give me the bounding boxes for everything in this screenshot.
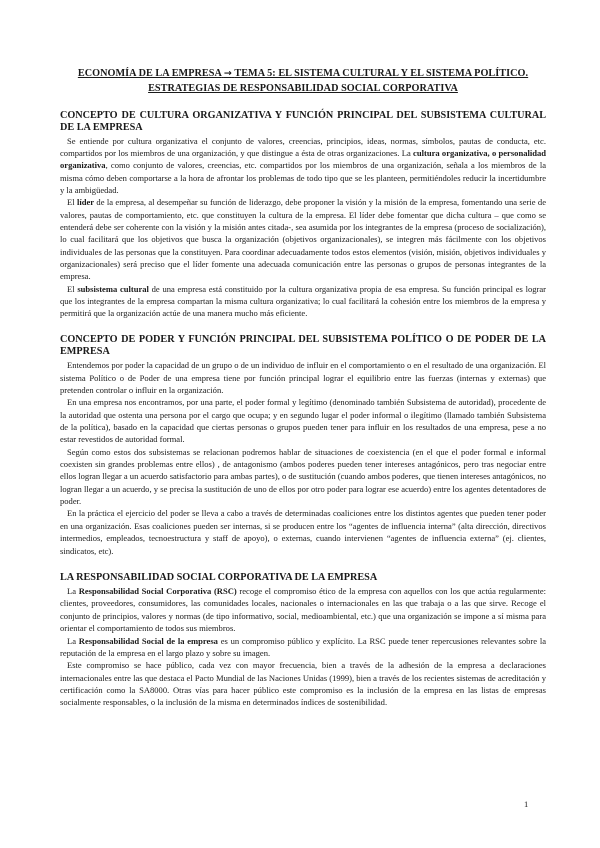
arrow-icon: → [223, 68, 232, 79]
bold-term: subsistema cultural [77, 283, 149, 294]
subject-label: ECONOMÍA DE LA EMPRESA [77, 68, 222, 79]
document-page [60, 66, 546, 709]
section-heading-csr: LA RESPONSABILIDAD SOCIAL CORPORATIVA DE LA EMPRESA [60, 571, 378, 583]
section-heading-power: CONCEPTO DE PODER Y FUNCIÓN PRINCIPAL DEL SUBSISTEMA POLÍTICO O DE PODER DE LA EMPRESA [60, 333, 546, 358]
paragraph: El subsistema cultural de una empresa está constituido por la cultura organizativa propia de esa empresa. Su función principal es lograr que los integrantes de la empresa compartan la misma cultura organizativa; lo cual facilitará la cohesión entre los miembros de la empresa y permitirá que la organización actúe de una manera mucho más eficiente. [60, 283, 546, 319]
paragraph: La Responsabilidad Social Corporativa (RSC) recoge el compromiso ético de la empresa con aquellos con los que actúa regularmente: clientes, proveedores, consumidores, las comunidades locales, nacionales o internacionales en las que trabaja o a las que sirve. Recoge el conjunto de principios, valores y normas (de tipo informativo, social, medioambiental, etc.) que una organización se impone a sí misma para orientar el comportamiento de todos sus miembros. [60, 586, 546, 634]
bold-term: Responsabilidad Social de la empresa [78, 635, 218, 646]
paragraph: Entendemos por poder la capacidad de un grupo o de un individuo de influir en el comportamiento o en el resultado de una organización. El sistema Político o de Poder de una empresa tiene por función principal lograr el equilibrio entre las fuerzas (internas y externas) que pretenden controlar o influir en la organización. [60, 360, 546, 396]
bold-term: líder [76, 197, 95, 208]
paragraph: La Responsabilidad Social de la empresa es un compromiso público y explícito. La RSC puede tener repercusiones relevantes sobre la reputación de la empresa en el largo plazo y sobre su imagen. [60, 635, 546, 658]
section-culture [60, 110, 546, 320]
section-power [60, 334, 546, 557]
paragraph: Se entiende por cultura organizativa el conjunto de valores, creencias, principios, ideas, normas, símbolos, pautas de conducta, etc. compartidos por los miembros de una organización, y que distingue a ésta de otras organizaciones. La cultura organizativa, o personalidad organizativa, como conjunto de valores, creencias, etc. compartidos por los miembros de una organización, señala a los miembros de la misma cómo deben comportarse a la hora de afrontar los problemas de todo tipo que se les planteen, permitiéndoles reducir la incertidumbre y la ambigüedad. [60, 135, 547, 195]
paragraph: Este compromiso se hace público, cada vez con mayor frecuencia, bien a través de la adhesión de la empresa a declaraciones internacionales entre las que destaca el Pacto Mundial de las Naciones Unidas (1999), bien a través de los recientes sistemas de acreditación y certificación como la SA8000. Otras vías para hacer público este compromiso es la inclusión de la empresa en las listas de empresas socialmente responsables, o la inclusión de la misma en determinados índices de sostenibilidad. [60, 660, 546, 708]
paragraph: En una empresa nos encontramos, por una parte, el poder formal y legítimo (denominado también Subsistema de autoridad), procedente de la autoridad que ostenta una persona por el cargo que ocupa; y en segundo lugar el poder informal o ilegítimo (llamado también Subsistema de la política), basado en la capacidad que ciertas personas o grupos pueden tener para influir en los resultados de una empresa, pese a no estar revestidos de autoridad formal. [60, 397, 546, 445]
document-title [60, 66, 546, 96]
page-number: 1 [524, 799, 529, 809]
paragraph: El líder de la empresa, al desempeñar su función de liderazgo, debe proponer la visión y la misión de la empresa, fomentando una serie de valores, pautas de comportamiento, etc. que constituyen la cultura de la empresa. El líder debe fomentar que dicha cultura – que como se entenderá debe ser coherente con la visión y la misión antes citada-, sea asumida por los integrantes de la empresa (proceso de socialización), lo cual facilitará que los objetivos que busca la organización (objetivos organizacionales), se integren más fácilmente con los objetivos individuales de las personas que la constituyen. Para coordinar adecuadamente todos estos elementos (visión, misión, objetivos individuales y organizacionales) será preciso que el líder fomente una adecuada comunicación entre las personas o grupos de personas integrantes de la empresa. [60, 197, 547, 282]
section-csr [60, 572, 546, 709]
paragraph: En la práctica el ejercicio del poder se lleva a cabo a través de determinadas coaliciones entre los distintos agentes que pueden tener poder en una organización. Esas coaliciones pueden ser internas, si se producen entre los “agentes de influencia interna” (alta dirección, directivos intermedios, empleados, tecnoestructura y staff de apoyo), o externas, cuando intervienen “agentes de influencia externa” (ej. clientes, sindicatos, etc). [60, 508, 546, 556]
section-heading-culture: CONCEPTO DE CULTURA ORGANIZATIVA Y FUNCIÓN PRINCIPAL DEL SUBSISTEMA CULTURAL DE LA EMPRESA [60, 110, 546, 134]
bold-term: Responsabilidad Social Corporativa (RSC) [78, 586, 237, 597]
paragraph: Según como estos dos subsistemas se relacionan podremos hablar de situaciones de coexistencia (en el que el poder formal e informal coexisten sin grandes problemas entre ellos) , de antagonismo (ambos poderes pueden tener intereses antagónicos, pero tras negociar entre ellos logran llegar a un acuerdo satisfactorio para ambas partes), o de sustitución (cuando ambos poderes, que tienen intereses antagónicos, no logran llegar a un acuerdo, y se precisa la sustitución de uno de ellos por otro poder para lograr ese acuerdo) entre los agentes detentadores de poder. [60, 446, 546, 507]
bold-term: cultura organizativa, o personalidad organizativa [60, 147, 547, 171]
title-line-2: ESTRATEGIAS DE RESPONSABILIDAD SOCIAL CORPORATIVA [148, 83, 458, 94]
title-line-1: TEMA 5: EL SISTEMA CULTURAL Y EL SISTEMA POLÍTICO. [234, 68, 529, 79]
